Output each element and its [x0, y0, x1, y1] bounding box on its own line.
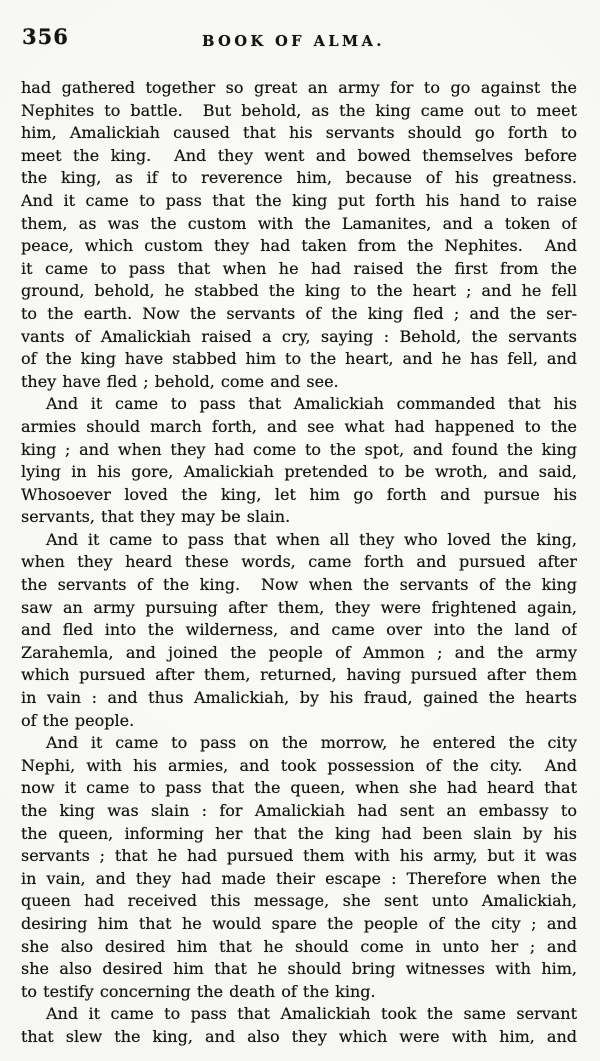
text-line: him, Amalickiah caused that his servants should go forth to: [21, 123, 577, 143]
text-line: vants of Amalickiah raised a cry, saying : Behold, the servants: [21, 326, 577, 346]
text-line: the king, as if to reverence him, because of his greatness.: [21, 168, 577, 188]
text-line: servants ; that he had pursued them with his army, but it was: [21, 846, 577, 866]
text-line: to the earth. Now the servants of the king fled ; and the ser-: [21, 303, 577, 323]
page-body: [21, 77, 577, 1049]
text-line: of the people.: [21, 710, 135, 730]
text-line: that slew the king, and also they which were with him, and: [21, 1026, 577, 1046]
text-line: now it came to pass that the queen, when she had heard that: [21, 778, 577, 798]
text-line: had gathered together so great an army for to go against the: [21, 78, 577, 97]
text-line: it came to pass that when he had raised the first from the: [21, 258, 577, 278]
text-line: in vain, and they had made their escape : Therefore when the: [21, 868, 577, 888]
text-line: And it came to pass on the morrow, he entered the city: [46, 733, 577, 753]
text-line: which pursued after them, returned, having pursued after them: [21, 665, 577, 685]
text-line: And it came to pass that Amalickiah took the same servant: [46, 1004, 577, 1024]
text-line: And it came to pass that Amalickiah commanded that his: [46, 394, 577, 414]
text-line: to testify concerning the death of the king.: [21, 981, 376, 1001]
text-line: she also desired him that he should come in unto her ; and: [21, 936, 577, 956]
text-line: the servants of the king. Now when the servants of the king: [21, 575, 577, 595]
page-number: 356: [22, 24, 69, 49]
text-line: lying in his gore, Amalickiah pretended to be wroth, and said,: [21, 462, 577, 482]
text-line: Nephi, with his armies, and took possession of the city. And: [21, 755, 577, 775]
text-line: the king was slain : for Amalickiah had sent an embassy to: [21, 801, 577, 820]
text-line: desiring him that he would spare the people of the city ; and: [21, 913, 577, 933]
text-line: And it came to pass that the king put forth his hand to raise: [21, 190, 577, 210]
text-line: ground, behold, he stabbed the king to the heart ; and he fell: [21, 281, 577, 301]
text-line: when they heard these words, came forth and pursued after: [21, 552, 577, 572]
text-line: and fled into the wilderness, and came over into the land of: [21, 620, 577, 640]
paragraph: [21, 393, 577, 529]
running-title: BOOK OF ALMA.: [202, 33, 385, 50]
text-line: the queen, informing her that the king had been slain by his: [21, 823, 577, 843]
text-line: queen had received this message, she sent unto Amalickiah,: [21, 891, 577, 911]
text-line: saw an army pursuing after them, they were frightened again,: [21, 597, 577, 617]
page-header: [22, 24, 576, 56]
paragraph: [21, 529, 577, 732]
text-line: And it came to pass that when all they who loved the king,: [46, 529, 577, 549]
text-line: them, as was the custom with the Lamanites, and a token of: [21, 213, 577, 233]
text-line: Nephites to battle. But behold, as the king came out to meet: [21, 100, 577, 120]
text-line: she also desired him that he should bring witnesses with him,: [21, 959, 577, 979]
text-line: armies should march forth, and see what had happened to the: [21, 416, 577, 436]
text-line: servants, that they may be slain.: [21, 507, 291, 527]
text-line: Zarahemla, and joined the people of Ammon ; and the army: [21, 642, 577, 662]
text-line: of the king have stabbed him to the heart, and he has fell, and: [21, 349, 577, 369]
text-line: peace, which custom they had taken from the Nephites. And: [21, 236, 577, 256]
text-line: king ; and when they had come to the spot, and found the king: [21, 439, 577, 459]
text-line: meet the king. And they went and bowed themselves before: [21, 145, 577, 165]
text-line: Whosoever loved the king, let him go forth and pursue his: [21, 484, 577, 504]
paragraph: [21, 732, 577, 1003]
paragraph: [21, 77, 577, 393]
text-line: they have fled ; behold, come and see.: [21, 371, 339, 391]
paragraph: [21, 1003, 577, 1048]
text-line: in vain : and thus Amalickiah, by his fraud, gained the hearts: [21, 688, 577, 708]
